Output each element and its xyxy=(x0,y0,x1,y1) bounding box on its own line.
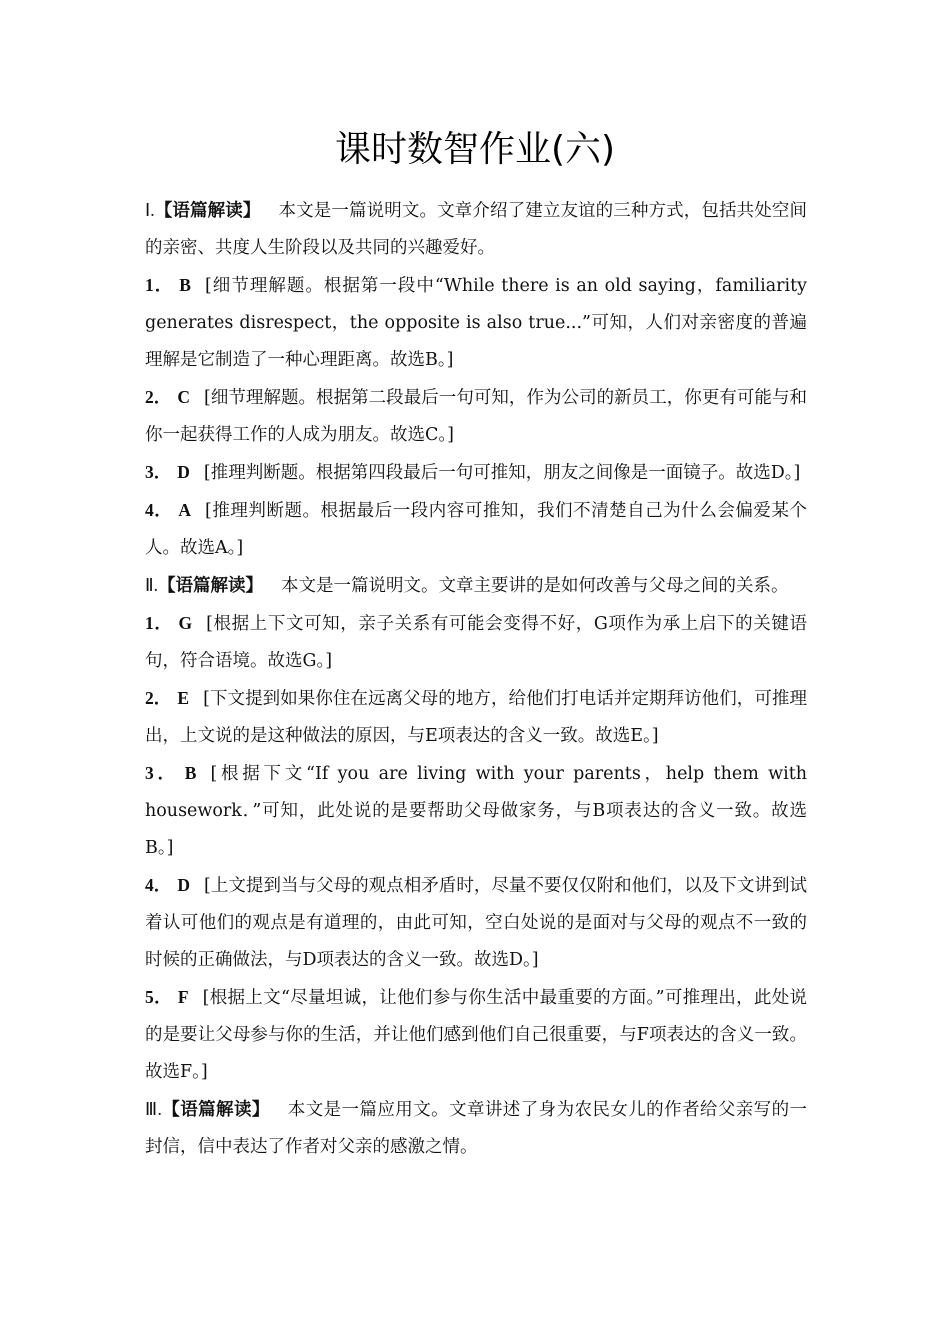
question-number: 1． xyxy=(145,275,174,295)
answer-letter: F xyxy=(177,987,189,1007)
explanation-text: [根据上文“尽量坦诚，让他们参与你生活中最重要的方面。”可推理出，此处说的是要让父母参与你的生活，并让他们感到他们自己很重要，与F项表达的含义一致。故选F。] xyxy=(145,988,808,1082)
question-number: 2． xyxy=(145,688,172,708)
summary-text: 本文是一篇说明文。文章介绍了建立友谊的三种方式，包括共处空间的亲密、共度人生阶段以及共同的兴趣爱好。 xyxy=(145,201,808,258)
question-number: 4． xyxy=(145,500,173,520)
question-item xyxy=(145,454,807,492)
section-number: Ⅲ. xyxy=(145,1099,162,1119)
question-number: 1． xyxy=(145,613,173,633)
answer-letter: D xyxy=(177,875,190,895)
explanation-text: [细节理解题。根据第一段中“While there is an old saying，familiarity generates disrespect，the opposite is also true...”可知，人们对亲密度的普遍理解是它制造了一种心理距离。故选B。] xyxy=(145,276,808,370)
answer-letter: G xyxy=(178,613,193,633)
answer-letter: E xyxy=(177,688,190,708)
question-item xyxy=(145,979,807,1091)
summary-text: 本文是一篇应用文。文章讲述了身为农民女儿的作者给父亲写的一封信，信中表达了作者对父亲的感激之情。 xyxy=(145,1100,807,1157)
question-number: 3． xyxy=(145,462,172,482)
question-item xyxy=(145,680,807,755)
question-item xyxy=(145,755,807,867)
reading-tag: 【语篇解读】 xyxy=(161,1100,270,1120)
question-item xyxy=(145,605,807,680)
answer-letter: C xyxy=(177,387,190,407)
section-3-summary xyxy=(145,1091,807,1166)
section-1-summary xyxy=(145,192,807,267)
answer-content xyxy=(145,192,807,1166)
section-2-summary xyxy=(145,567,807,605)
explanation-text: [细节理解题。根据第二段最后一句可知，作为公司的新员工，你更有可能与和你一起获得工作的人成为朋友。故选C。] xyxy=(145,388,808,445)
question-item xyxy=(145,379,807,454)
answer-letter: B xyxy=(184,763,197,783)
explanation-text: [推理判断题。根据最后一段内容可推知，我们不清楚自己为什么会偏爱某个人。故选A。] xyxy=(145,501,808,558)
explanation-text: [根据下文“If you are living with your parents，help them with housework．”可知，此处说的是要帮助父母做家务，与B项表达的含义一致。故选B。] xyxy=(145,764,807,858)
answer-letter: B xyxy=(179,275,191,295)
question-number: 4． xyxy=(145,875,172,895)
question-item xyxy=(145,867,807,979)
explanation-text: [上文提到当与父母的观点相矛盾时，尽量不要仅仅附和他们，以及下文讲到试着认可他们的观点是有道理的，由此可知，空白处说的是面对与父母的观点不一致的时候的正确做法，与D项表达的含义一致。故选D。] xyxy=(145,876,808,970)
section-number: Ⅱ. xyxy=(145,575,158,595)
question-number: 5． xyxy=(145,987,172,1007)
question-number: 3． xyxy=(145,763,179,783)
explanation-text: [推理判断题。根据第四段最后一句可推知，朋友之间像是一面镜子。故选D。] xyxy=(203,463,801,483)
answer-letter: A xyxy=(178,500,191,520)
reading-tag: 【语篇解读】 xyxy=(154,201,261,221)
summary-text: 本文是一篇说明文。文章主要讲的是如何改善与父母之间的关系。 xyxy=(281,576,789,596)
explanation-text: [根据上下文可知，亲子关系有可能会变得不好，G项作为承上启下的关键语句，符合语境。故选G。] xyxy=(145,614,807,671)
section-number: Ⅰ. xyxy=(145,200,155,220)
question-number: 2． xyxy=(145,387,172,407)
reading-tag: 【语篇解读】 xyxy=(158,576,263,596)
page-title: 课时数智作业(六) xyxy=(334,129,616,170)
answer-letter: D xyxy=(177,462,190,482)
explanation-text: [下文提到如果你住在远离父母的地方，给他们打电话并定期拜访他们，可推理出，上文说的是这种做法的原因，与E项表达的含义一致。故选E。] xyxy=(145,689,807,746)
question-item xyxy=(145,267,807,379)
question-item xyxy=(145,492,807,567)
